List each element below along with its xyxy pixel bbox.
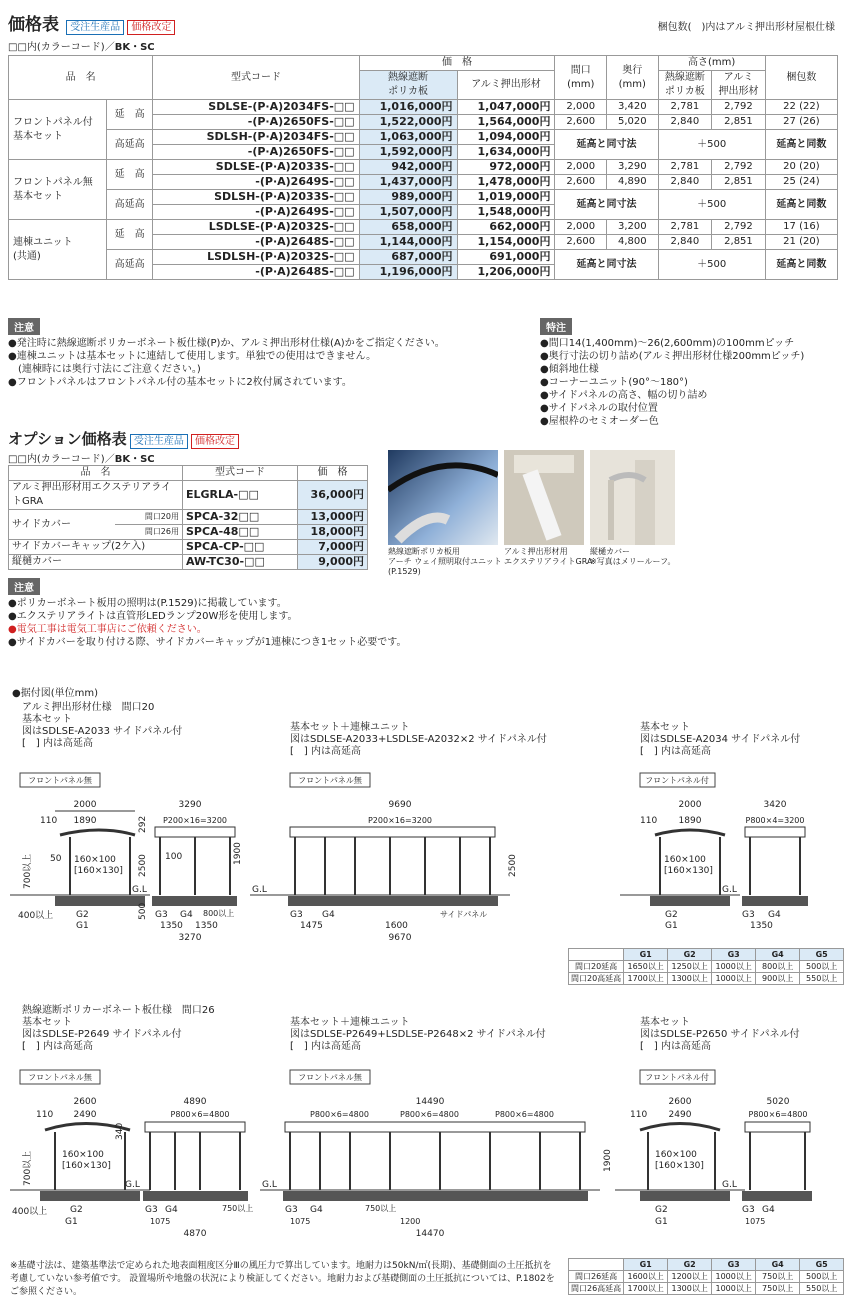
svg-text:[160×130]: [160×130] xyxy=(62,1161,111,1171)
svg-text:3270: 3270 xyxy=(178,933,202,943)
svg-text:292: 292 xyxy=(138,815,148,833)
svg-text:サイドパネル: サイドパネル xyxy=(440,910,488,919)
svg-text:100: 100 xyxy=(165,852,183,862)
svg-text:1200: 1200 xyxy=(400,1217,421,1226)
note-item: ●ポリカーボネート板用の照明は(P.1529)に掲載しています。 xyxy=(8,598,287,609)
svg-text:5020: 5020 xyxy=(766,1097,790,1107)
note-item: ●奥行寸法の切り詰め(アルミ押出形材仕様200mmピッチ) xyxy=(540,351,805,362)
caution-heading: 注意 xyxy=(8,318,40,335)
table-row: -(P·A)2648S-□□ 1,196,000円 1,206,000円 xyxy=(9,265,838,280)
svg-text:G.L: G.L xyxy=(262,1180,277,1190)
svg-text:2600: 2600 xyxy=(668,1097,692,1107)
svg-text:G4: G4 xyxy=(310,1205,323,1215)
fp-label-2: フロントパネル無 xyxy=(298,776,362,785)
svg-text:700以上: 700以上 xyxy=(23,1150,33,1186)
svg-text:400以上: 400以上 xyxy=(18,911,54,921)
svg-text:9690: 9690 xyxy=(388,800,412,810)
svg-text:160×100: 160×100 xyxy=(655,1150,697,1160)
svg-text:[160×130]: [160×130] xyxy=(74,866,123,876)
notes-option-caution xyxy=(8,578,608,649)
svg-text:G3: G3 xyxy=(742,1205,755,1215)
svg-text:4870: 4870 xyxy=(183,1229,207,1239)
diagram2-caption: 基本セット＋連棟ユニット 図はSDLSE-A2033+LSDLSE-A2032×2 サイドパネル付 [ ] 内は高延高 xyxy=(290,722,547,757)
svg-text:9670: 9670 xyxy=(388,933,412,943)
svg-text:1350: 1350 xyxy=(750,921,773,931)
svg-text:800以上: 800以上 xyxy=(203,909,235,918)
svg-text:G1: G1 xyxy=(65,1217,78,1227)
photo-gutter-cover xyxy=(590,450,675,545)
table-row: 間口20高延高 1700以上 1300以上 1000以上 900以上 550以上 xyxy=(569,973,844,985)
table-row: -(P·A)2650FS-□□ 1,522,000円 1,564,000円 2,600 5,020 2,840 2,851 27 (26) xyxy=(9,115,838,130)
svg-text:G.L: G.L xyxy=(722,1180,737,1190)
photo-caption-1: 熱線遮断ポリカ板用 アーチ ウェイ照明取付ユニット (P.1529) xyxy=(388,547,502,576)
table-row: -(P·A)2650FS-□□ 1,592,000円 1,634,000円 xyxy=(9,145,838,160)
notes-custom xyxy=(540,318,840,428)
made-to-order-badge: 受注生産品 xyxy=(66,20,124,35)
footer-note: ※基礎寸法は、建築基準法で定められた地表面粗度区分Ⅲの風圧力で算出しています。地耐力は50kN/㎡(長期)、基礎側面の土圧抵抗を考慮していない参考値です。 設置場所や地盤の状況により検証してください。地耐力および基礎側面の土圧抵抗については、P.1802をご参照ください。 xyxy=(10,1261,555,1297)
price-table: 品 名 型式コード 価 格 間口 (mm) 奥行 (mm) 高さ(mm) 梱包数 熱線遮断 ポリカ板 アルミ押出形材 熱線遮断 ポリカ板 アルミ 押出形材 フロントパネル付 基本セット 延 高 SDLSE-(P·A)2034FS-□□ 1,016,000円 1,047,000円 2,000 3,420 2,781 2,792 22 (22) -(P·A)2650FS-□□ 1,522,000円 1,564,000円 2,600 5,020 2,840 2,851 27 (26) 高延高 SDLSH-(P·A)2034FS-□□ 1,063,000円 1,094,000円 延高と同寸法 ＋500 延高と同数 -(P·A)2650FS-□□ 1,592,000円 1,634,000円 フロントパネル無 基本セット 延 高 SDLSE-(P·A)2033S-□□ 942,000円 972,000円 2,000 3,290 2,781 2,792 20 (20) -(P·A)2649S-□□ 1,437,000円 1,478,000円 2,600 4,890 2,840 2,851 25 (24) 高延高 SDLSH-(P·A)2033S-□□ 989,000円 1,019,000円 延高と同寸法 ＋500 延高と同数 -(P·A)2649S-□□ 1,507,000円 1,548,000円 連棟ユニット (共通) 延 高 LSDLSE-(P·A)2032S-□□ 658,000円 662,000円 2,000 3,200 2,781 2,792 17 (16) -(P·A)2648S-□□ 1,144,000円 1,154,000円 2,600 4,800 2,840 2,851 21 (20) 高延高 LSDLSH-(P·A)2032S-□□ 687,000円 691,000円 延高と同寸法 ＋500 延高と同数 -(P·A)2648S-□□ 1,196,000円 1,206,000円 xyxy=(8,55,838,280)
installation-diagram-alu xyxy=(0,765,845,945)
svg-text:G2: G2 xyxy=(76,910,89,920)
svg-text:1890: 1890 xyxy=(73,816,97,826)
table-row: 間口26延高 1600以上 1200以上 1000以上 750以上 500以上 xyxy=(569,1271,844,1283)
svg-text:P800×6=4800: P800×6=4800 xyxy=(748,1110,808,1119)
svg-text:50: 50 xyxy=(50,854,62,864)
svg-text:1075: 1075 xyxy=(150,1217,171,1226)
photo-caption-2: アルミ押出形材用 エクステリアライトGRA xyxy=(504,547,593,566)
photo-exterior-light xyxy=(504,450,584,545)
svg-text:1350: 1350 xyxy=(195,921,218,931)
option-row: アルミ押出形材用エクステリアライトGRA ELGRLA-□□ 36,000円 xyxy=(9,481,368,510)
alu-spec-title: アルミ押出形材仕様 間口20 xyxy=(22,702,155,713)
svg-text:160×100: 160×100 xyxy=(664,855,706,865)
svg-text:G1: G1 xyxy=(76,921,89,931)
col-okuyuki: 奥行 (mm) xyxy=(607,56,659,100)
option-row: 縦樋カバー AW-TC30-□□ 9,000円 xyxy=(9,555,368,570)
svg-text:[160×130]: [160×130] xyxy=(655,1161,704,1171)
col-code: 型式コード xyxy=(153,56,359,100)
svg-text:340: 340 xyxy=(115,1122,125,1140)
svg-text:[160×130]: [160×130] xyxy=(664,866,713,876)
table-row: フロントパネル付 基本セット 延 高 SDLSE-(P·A)2034FS-□□ 1,016,000円 1,047,000円 2,000 3,420 2,781 2,792 22 (22) xyxy=(9,100,838,115)
svg-text:1600: 1600 xyxy=(385,921,408,931)
diagram-title: ●据付図(単位mm) xyxy=(12,688,99,699)
note-item: (連棟時には奥行寸法にご注意ください。) xyxy=(18,364,201,375)
diagram1-caption: 基本セット 図はSDLSE-A2033 サイドパネル付 [ ] 内は高延高 xyxy=(22,714,183,749)
option-row: サイドカバー 間口20用 SPCA-32□□ 13,000円 xyxy=(9,510,368,525)
svg-text:1350: 1350 xyxy=(160,921,183,931)
foundation-table-alu: G1 G2 G3 G4 G5 間口20延高 1650以上 1250以上 1000以上 800以上 500以上 間口20高延高 1700以上 1300以上 1000以上 900以上 550以上 xyxy=(568,948,844,985)
table-row: 高延高 LSDLSH-(P·A)2032S-□□ 687,000円 691,000円 延高と同寸法 ＋500 延高と同数 xyxy=(9,250,838,265)
svg-text:2490: 2490 xyxy=(73,1110,97,1120)
color-code-note: □□内(カラーコード)／BK・SC xyxy=(8,42,155,53)
diagram4-caption: 基本セット 図はSDLSE-P2649 サイドパネル付 [ ] 内は高延高 xyxy=(22,1017,182,1052)
svg-text:G.L: G.L xyxy=(125,1180,140,1190)
fp-label-1: フロントパネル無 xyxy=(28,776,92,785)
option-price-revision-badge: 価格改定 xyxy=(191,434,239,449)
svg-text:G.L: G.L xyxy=(252,885,267,895)
page-title: 価格表 xyxy=(8,15,59,35)
note-item: ●傾斜地仕様 xyxy=(540,364,599,375)
svg-text:G.L: G.L xyxy=(722,885,737,895)
col-pack: 梱包数 xyxy=(765,56,837,100)
foundation-table-poly: G1 G2 G3 G4 G5 間口26延高 1600以上 1200以上 1000以上 750以上 500以上 間口26高延高 1700以上 1300以上 1000以上 750以上 550以上 xyxy=(568,1258,844,1295)
option-table: 品 名 型式コード 価 格 アルミ押出形材用エクステリアライトGRA ELGRLA-□□ 36,000円 サイドカバー 間口20用 SPCA-32□□ 13,000円 間口26用 SPCA-48□□ 18,000円 サイドカバーキャップ(2ケ入) SPCA-CP-□□ 7,000円 縦樋カバー AW-TC30-□□ 9,000円 xyxy=(8,465,368,570)
svg-text:G4: G4 xyxy=(180,910,193,920)
photo-caption-3: 縦樋カバー ※写真はメリールーフ。 xyxy=(590,547,676,566)
option-header xyxy=(8,428,239,449)
svg-text:P800×6=4800: P800×6=4800 xyxy=(170,1110,230,1119)
note-item: ●電気工事は電気工事店にご依頼ください。 xyxy=(8,624,207,635)
col-height: 高さ(mm) xyxy=(658,56,765,71)
svg-text:P800×6=4800: P800×6=4800 xyxy=(495,1110,554,1119)
svg-text:G.L: G.L xyxy=(132,885,147,895)
table-row: 間口20延高 1650以上 1250以上 1000以上 800以上 500以上 xyxy=(569,961,844,973)
svg-text:G3: G3 xyxy=(742,910,755,920)
fp-label-6: フロントパネル付 xyxy=(645,1073,709,1082)
svg-text:P800×4=3200: P800×4=3200 xyxy=(745,816,805,825)
note-item: ●間口14(1,400mm)～26(2,600mm)の100mmピッチ xyxy=(540,338,795,349)
svg-text:P800×6=4800: P800×6=4800 xyxy=(310,1110,369,1119)
poly-spec-title: 熱線遮断ポリカーボネート板仕様 間口26 xyxy=(22,1005,215,1016)
svg-text:2500: 2500 xyxy=(138,854,148,877)
page-header xyxy=(8,10,175,35)
svg-text:2600: 2600 xyxy=(73,1097,97,1107)
svg-text:G2: G2 xyxy=(70,1205,83,1215)
svg-text:1475: 1475 xyxy=(300,921,323,931)
svg-text:2000: 2000 xyxy=(678,800,702,810)
option-row: サイドカバーキャップ(2ケ入) SPCA-CP-□□ 7,000円 xyxy=(9,540,368,555)
svg-text:110: 110 xyxy=(640,816,658,826)
svg-text:3290: 3290 xyxy=(178,800,202,810)
svg-text:G4: G4 xyxy=(165,1205,178,1215)
diagram3-caption: 基本セット 図はSDLSE-A2034 サイドパネル付 [ ] 内は高延高 xyxy=(640,722,801,757)
svg-text:2490: 2490 xyxy=(668,1110,692,1120)
svg-text:750以上: 750以上 xyxy=(222,1204,254,1213)
svg-text:P800×6=4800: P800×6=4800 xyxy=(400,1110,459,1119)
col-maguchi: 間口 (mm) xyxy=(555,56,607,100)
svg-text:2000: 2000 xyxy=(73,800,97,810)
svg-text:G4: G4 xyxy=(322,910,335,920)
svg-text:110: 110 xyxy=(40,816,58,826)
installation-diagram-poly xyxy=(0,1062,845,1242)
svg-text:4890: 4890 xyxy=(183,1097,207,1107)
col-name: 品 名 xyxy=(9,56,153,100)
note-item: ●コーナーユニット(90°～180°) xyxy=(540,377,688,388)
option-made-to-order-badge: 受注生産品 xyxy=(130,434,188,449)
svg-text:G3: G3 xyxy=(155,910,168,920)
table-row: 間口26高延高 1700以上 1300以上 1000以上 750以上 550以上 xyxy=(569,1283,844,1295)
fp-label-5: フロントパネル無 xyxy=(298,1073,362,1082)
svg-text:1890: 1890 xyxy=(678,816,702,826)
table-row: フロントパネル無 基本セット 延 高 SDLSE-(P·A)2033S-□□ 942,000円 972,000円 2,000 3,290 2,781 2,792 20 (20) xyxy=(9,160,838,175)
svg-text:G1: G1 xyxy=(665,921,678,931)
svg-text:500: 500 xyxy=(138,902,148,920)
diagram6-caption: 基本セット 図はSDLSE-P2650 サイドパネル付 [ ] 内は高延高 xyxy=(640,1017,800,1052)
svg-text:G4: G4 xyxy=(762,1205,775,1215)
table-row: 高延高 SDLSH-(P·A)2033S-□□ 989,000円 1,019,000円 延高と同寸法 ＋500 延高と同数 xyxy=(9,190,838,205)
svg-text:G4: G4 xyxy=(768,910,781,920)
table-row: -(P·A)2649S-□□ 1,507,000円 1,548,000円 xyxy=(9,205,838,220)
svg-text:G3: G3 xyxy=(285,1205,298,1215)
photo-polycarbonate-light xyxy=(388,450,498,545)
price-revision-badge: 価格改定 xyxy=(127,20,175,35)
svg-text:2500: 2500 xyxy=(508,854,518,877)
svg-text:700以上: 700以上 xyxy=(23,853,33,889)
svg-text:G2: G2 xyxy=(655,1205,668,1215)
table-row: 高延高 SDLSH-(P·A)2034FS-□□ 1,063,000円 1,094,000円 延高と同寸法 ＋500 延高と同数 xyxy=(9,130,838,145)
packing-note: 梱包数( )内はアルミ押出形材屋根仕様 xyxy=(657,22,835,33)
note-item: ●フロントパネルはフロントパネル付の基本セットに2枚付属されています。 xyxy=(8,377,352,388)
svg-text:14490: 14490 xyxy=(415,1097,445,1107)
table-row: -(P·A)2648S-□□ 1,144,000円 1,154,000円 2,600 4,800 2,840 2,851 21 (20) xyxy=(9,235,838,250)
svg-text:G3: G3 xyxy=(145,1205,158,1215)
svg-text:1075: 1075 xyxy=(745,1217,766,1226)
svg-text:P200×16=3200: P200×16=3200 xyxy=(367,816,433,825)
svg-text:400以上: 400以上 xyxy=(12,1207,48,1217)
note-item: ●サイドカバーを取り付ける際、サイドカバーキャップが1連棟につき1セット必要です。 xyxy=(8,637,407,648)
fp-label-4: フロントパネル無 xyxy=(28,1073,92,1082)
note-item: ●屋根枠のセミオーダー色 xyxy=(540,416,659,427)
option-caution-heading: 注意 xyxy=(8,578,40,595)
svg-text:110: 110 xyxy=(630,1110,648,1120)
svg-text:G1: G1 xyxy=(655,1217,668,1227)
svg-text:1075: 1075 xyxy=(290,1217,311,1226)
svg-text:160×100: 160×100 xyxy=(62,1150,104,1160)
svg-text:P200×16=3200: P200×16=3200 xyxy=(162,816,228,825)
custom-heading: 特注 xyxy=(540,318,572,335)
option-color-code: □□内(カラーコード)／BK・SC xyxy=(8,454,155,465)
table-row: 連棟ユニット (共通) 延 高 LSDLSE-(P·A)2032S-□□ 658,000円 662,000円 2,000 3,200 2,781 2,792 17 (16) xyxy=(9,220,838,235)
svg-text:G2: G2 xyxy=(665,910,678,920)
col-price: 価 格 xyxy=(359,56,555,71)
note-item: ●エクステリアライトは直管形LEDランプ20W形を使用します。 xyxy=(8,611,298,622)
note-item: ●連棟ユニットは基本セットに連結して使用します。単独での使用はできません。 xyxy=(8,351,377,362)
notes-caution xyxy=(8,318,528,389)
svg-text:1900: 1900 xyxy=(233,842,243,865)
diagram5-caption: 基本セット＋連棟ユニット 図はSDLSE-P2649+LSDLSE-P2648×2 サイドパネル付 [ ] 内は高延高 xyxy=(290,1017,546,1052)
svg-text:160×100: 160×100 xyxy=(74,855,116,865)
svg-text:G3: G3 xyxy=(290,910,303,920)
svg-text:3420: 3420 xyxy=(763,800,787,810)
option-title: オプション価格表 xyxy=(8,430,127,448)
option-row: 間口26用 SPCA-48□□ 18,000円 xyxy=(9,525,368,540)
note-item: ●発注時に熱線遮断ポリカーボネート板仕様(P)か、アルミ押出形材仕様(A)かをご指定ください。 xyxy=(8,338,445,349)
note-item: ●サイドパネルの高さ、幅の切り詰め xyxy=(540,390,708,401)
svg-text:1900: 1900 xyxy=(603,1149,613,1172)
svg-text:14470: 14470 xyxy=(415,1229,445,1239)
fp-label-3: フロントパネル付 xyxy=(645,776,709,785)
svg-text:750以上: 750以上 xyxy=(365,1204,397,1213)
note-item: ●サイドパネルの取付位置 xyxy=(540,403,658,414)
table-row: -(P·A)2649S-□□ 1,437,000円 1,478,000円 2,600 4,890 2,840 2,851 25 (24) xyxy=(9,175,838,190)
svg-text:110: 110 xyxy=(36,1110,54,1120)
